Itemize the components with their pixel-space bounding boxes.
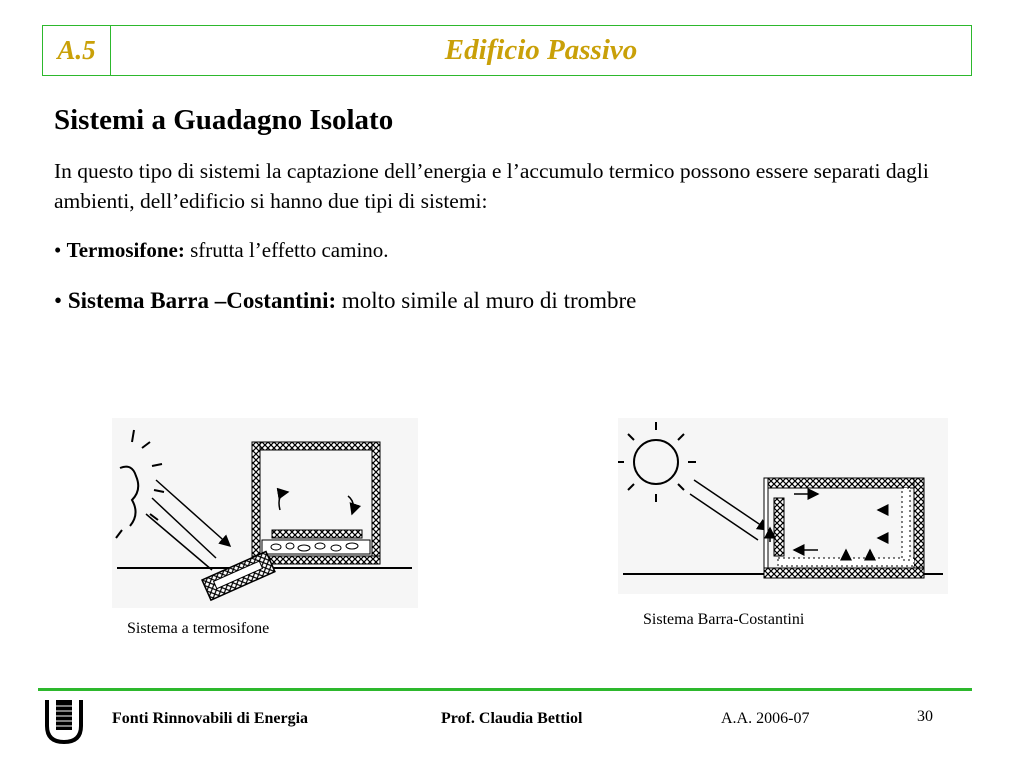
thermosiphon-diagram <box>112 418 418 608</box>
university-shield-icon <box>44 698 84 744</box>
section-heading: Sistemi a Guadagno Isolato <box>54 104 394 136</box>
bullet-description: molto simile al muro di trombre <box>336 288 637 313</box>
left-figure-caption: Sistema a termosifone <box>127 620 270 637</box>
footer-academic-year: A.A. 2006-07 <box>721 710 810 727</box>
bullet-term: Sistema Barra –Costantini: <box>67 288 337 313</box>
bullet-description: sfrutta l’effetto camino. <box>184 238 389 262</box>
bullet-term: Termosifone: <box>66 238 185 262</box>
right-figure-caption: Sistema Barra-Costantini <box>643 611 805 628</box>
bullet-barra-costantini <box>54 288 636 314</box>
barra-costantini-diagram <box>618 418 948 594</box>
bullet-marker: • <box>54 288 68 313</box>
slide-header <box>42 25 972 76</box>
footer-professor: Prof. Claudia Bettiol <box>441 710 583 727</box>
bullet-termosifone <box>54 238 389 263</box>
page-number: 30 <box>917 708 933 725</box>
footer-course: Fonti Rinnovabili di Energia <box>112 710 309 727</box>
footer-divider <box>38 688 972 691</box>
bullet-marker: • <box>54 238 67 262</box>
slide-title: Edificio Passivo <box>444 34 638 66</box>
intro-paragraph: In questo tipo di sistemi la captazione dell’energia e l’accumulo termico possono essere separati dagli ambienti, dell’edificio si hanno due tipi di sistemi: <box>54 159 929 213</box>
section-code: A.5 <box>43 26 111 75</box>
